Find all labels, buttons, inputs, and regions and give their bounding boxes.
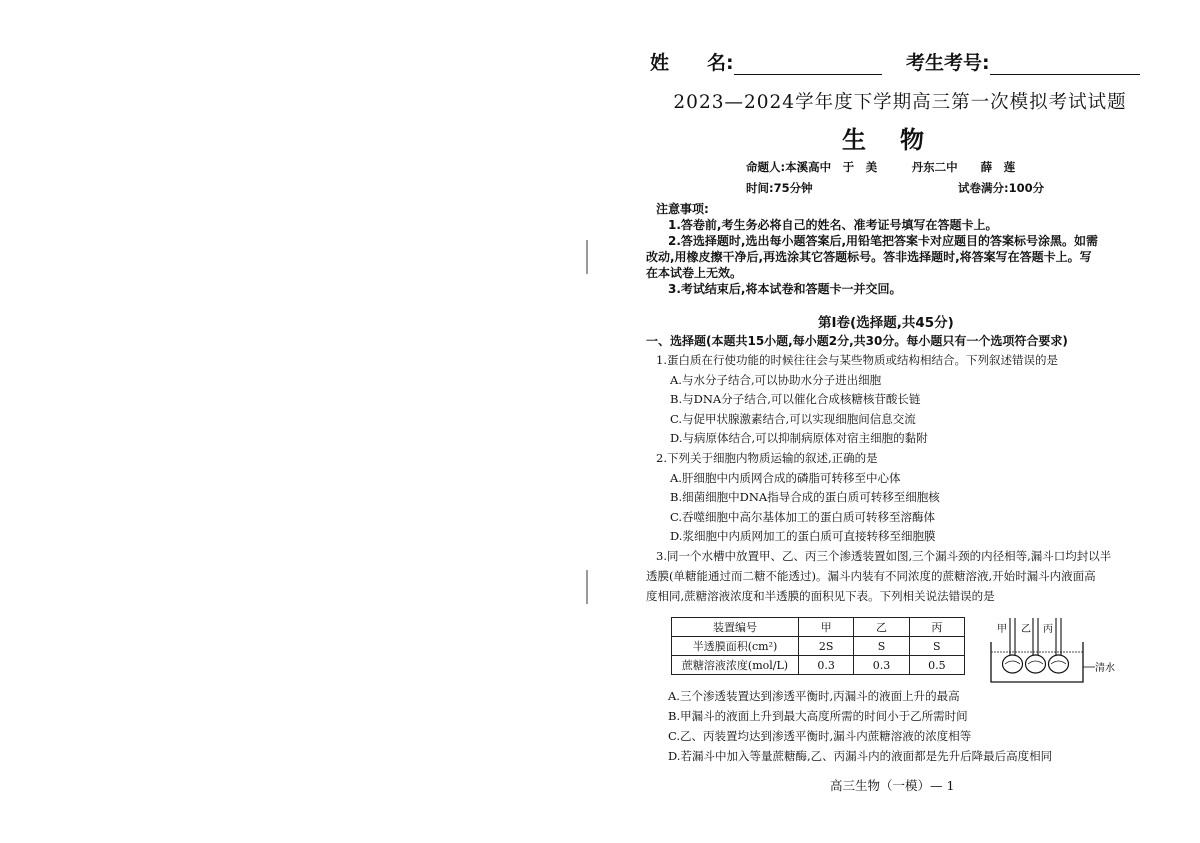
table-cell: 半透膜面积(cm²) — [672, 637, 799, 656]
figure-label-water: 清水 — [1095, 663, 1115, 674]
osmosis-apparatus-figure — [985, 612, 1120, 687]
authors: 命题人:本溪高中 于 美 丹东二中 薛 莲 — [746, 160, 1016, 174]
exam-no-label: 考生考号: — [906, 52, 990, 74]
notice-item-3: 3.考试结束后,将本试卷和答题卡一并交回。 — [668, 282, 902, 296]
part1-title: 第Ⅰ卷(选择题,共45分) — [818, 315, 954, 331]
table-header-cell: 甲 — [799, 618, 854, 637]
q3-option-c: C.乙、丙装置均达到渗透平衡时,漏斗内蔗糖溶液的浓度相等 — [668, 729, 972, 743]
exam-no-blank — [990, 54, 1140, 75]
table-row — [672, 637, 965, 656]
exam-title: 2023—2024学年度下学期高三第一次模拟考试试题 — [673, 92, 1127, 113]
table-cell: 蔗糖溶液浓度(mol/L) — [672, 656, 799, 675]
table-header-cell: 丙 — [909, 618, 964, 637]
q3-stem-line-1: 3.同一个水槽中放置甲、乙、丙三个渗透装置如图,三个漏斗颈的内径相等,漏斗口均封以半 — [656, 549, 1112, 563]
q3-stem-line-3: 度相同,蔗糖溶液浓度和半透膜的面积见下表。下列相关说法错误的是 — [646, 589, 995, 603]
table-cell: S — [854, 637, 909, 656]
q1-option-a: A.与水分子结合,可以协助水分子进出细胞 — [670, 373, 882, 387]
table-cell: 2S — [799, 637, 854, 656]
notice-item-1: 1.答卷前,考生务必将自己的姓名、准考证号填写在答题卡上。 — [668, 218, 998, 232]
q2-option-d: D.浆细胞中内质网加工的蛋白质可直接转移至细胞膜 — [670, 529, 936, 543]
q3-option-a: A.三个渗透装置达到渗透平衡时,丙漏斗的液面上升的最高 — [668, 689, 960, 703]
notice-item-2-end: 在本试卷上无效。 — [646, 266, 743, 280]
name-label: 姓 名: — [650, 52, 734, 74]
table-header-cell: 乙 — [854, 618, 909, 637]
table-cell: 0.5 — [909, 656, 964, 675]
name-line — [650, 48, 882, 75]
q1-option-d: D.与病原体结合,可以抑制病原体对宿主细胞的黏附 — [670, 431, 928, 445]
table-cell: 0.3 — [854, 656, 909, 675]
figure-label-bing: 丙 — [1043, 624, 1053, 635]
binding-mark-top — [586, 240, 588, 274]
q3-device-table — [671, 617, 965, 675]
binding-mark-bottom — [586, 570, 588, 604]
table-header-row — [672, 618, 965, 637]
figure-label-jia: 甲 — [997, 624, 1007, 635]
q2-option-c: C.吞噬细胞中高尔基体加工的蛋白质可转移至溶酶体 — [670, 510, 936, 524]
q3-option-b: B.甲漏斗的液面上升到最大高度所需的时间小于乙所需时间 — [668, 709, 968, 723]
table-cell: S — [909, 637, 964, 656]
figure-label-yi: 乙 — [1021, 624, 1031, 635]
notice-heading: 注意事项: — [656, 202, 709, 216]
q3-stem-line-2: 透膜(单糖能通过而二糖不能透过)。漏斗内装有不同浓度的蔗糖溶液,开始时漏斗内液面高 — [646, 569, 1096, 583]
table-cell: 0.3 — [799, 656, 854, 675]
table-header-cell: 装置编号 — [672, 618, 799, 637]
q2-option-a: A.肝细胞中内质网合成的磷脂可转移至中心体 — [670, 471, 901, 485]
page-footer: 高三生物（一模）— 1 — [830, 778, 955, 793]
exam-time: 时间:75分钟 — [746, 181, 813, 195]
notice-item-2-cont: 改动,用橡皮擦干净后,再选涂其它答题标号。答非选择题时,将答案写在答题卡上。写 — [646, 250, 1092, 264]
q1-option-b: B.与DNA分子结合,可以催化合成核糖核苷酸长链 — [670, 392, 921, 406]
q3-option-d: D.若漏斗中加入等量蔗糖酶,乙、丙漏斗内的液面都是先升后降最后高度相同 — [668, 749, 1053, 763]
table-row — [672, 656, 965, 675]
name-blank — [734, 54, 882, 75]
q2-option-b: B.细菌细胞中DNA指导合成的蛋白质可转移至细胞核 — [670, 490, 940, 504]
q2-stem: 2.下列关于细胞内物质运输的叙述,正确的是 — [656, 451, 878, 465]
section1-title: 一、选择题(本题共15小题,每小题2分,共30分。每小题只有一个选项符合要求) — [646, 334, 1068, 348]
q1-stem: 1.蛋白质在行使功能的时候往往会与某些物质或结构相结合。下列叙述错误的是 — [656, 353, 1058, 367]
q1-option-c: C.与促甲状腺激素结合,可以实现细胞间信息交流 — [670, 412, 916, 426]
subject-title: 生物 — [842, 126, 958, 154]
full-score: 试卷满分:100分 — [958, 181, 1045, 195]
exam-no-line — [906, 48, 1140, 75]
notice-item-2: 2.答选择题时,选出每小题答案后,用铅笔把答案卡对应题目的答案标号涂黑。如需 — [668, 234, 1099, 248]
